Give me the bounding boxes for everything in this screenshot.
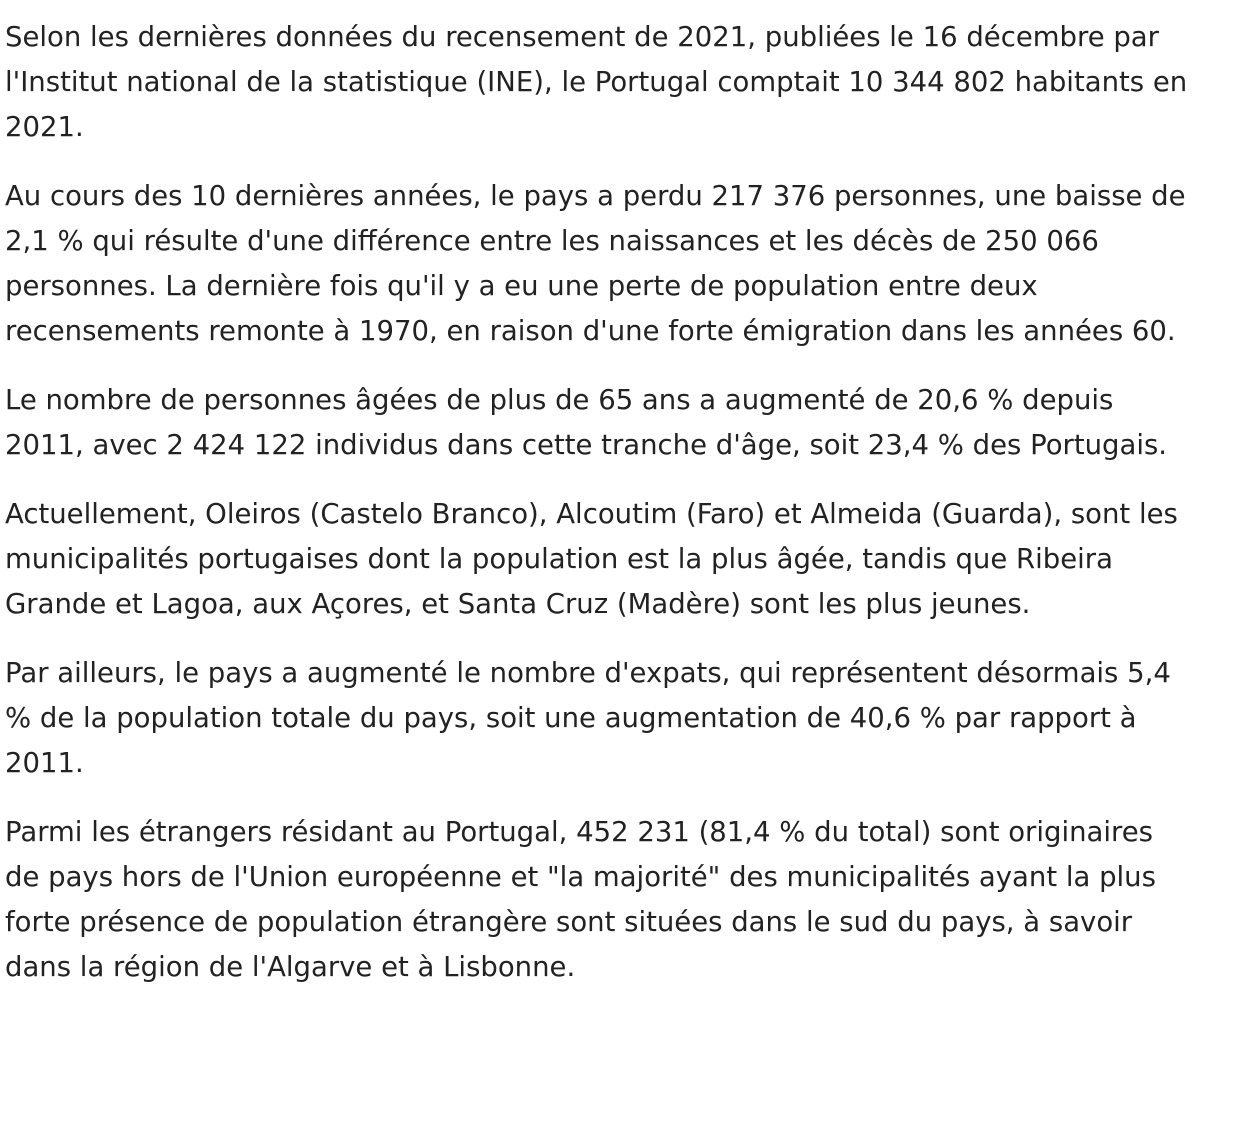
paragraph-population-decline: Au cours des 10 dernières années, le pays a perdu 217 376 personnes, une baisse de 2,1 % qui résulte d'une différence entre les naissances et les décès de 250 066 personnes. La dernière fois qu'il y a eu une perte de population entre deux recensements remonte à 1970, en raison d'une forte émigration dans les années 60. bbox=[5, 180, 1186, 347]
paragraph-expats: Par ailleurs, le pays a augmenté le nombre d'expats, qui représentent désormais 5,4 % de la population totale du pays, soit une augmentation de 40,6 % par rapport à 2011. bbox=[5, 657, 1171, 779]
paragraph-elderly-population: Le nombre de personnes âgées de plus de 65 ans a augmenté de 20,6 % depuis 2011, avec 2 424 122 individus dans cette tranche d'âge, soit 23,4 % des Portugais. bbox=[5, 384, 1168, 461]
paragraph-oldest-youngest-municipalities: Actuellement, Oleiros (Castelo Branco), Alcoutim (Faro) et Almeida (Guarda), sont les municipalités portugaises dont la population est la plus âgée, tandis que Ribeira Grande et Lagoa, aux Açores, et Santa Cruz (Madère) sont les plus jeunes. bbox=[5, 498, 1178, 620]
paragraph-census-total: Selon les dernières données du recensement de 2021, publiées le 16 décembre par l'Institut national de la statistique (INE), le Portugal comptait 10 344 802 habitants en 2021. bbox=[5, 21, 1188, 143]
paragraph-foreign-residents: Parmi les étrangers résidant au Portugal, 452 231 (81,4 % du total) sont originaires de pays hors de l'Union européenne et "la majorité" des municipalités ayant la plus forte présence de population étrangère sont situées dans le sud du pays, à savoir dans la région de l'Algarve et à Lisbonne. bbox=[5, 816, 1156, 983]
